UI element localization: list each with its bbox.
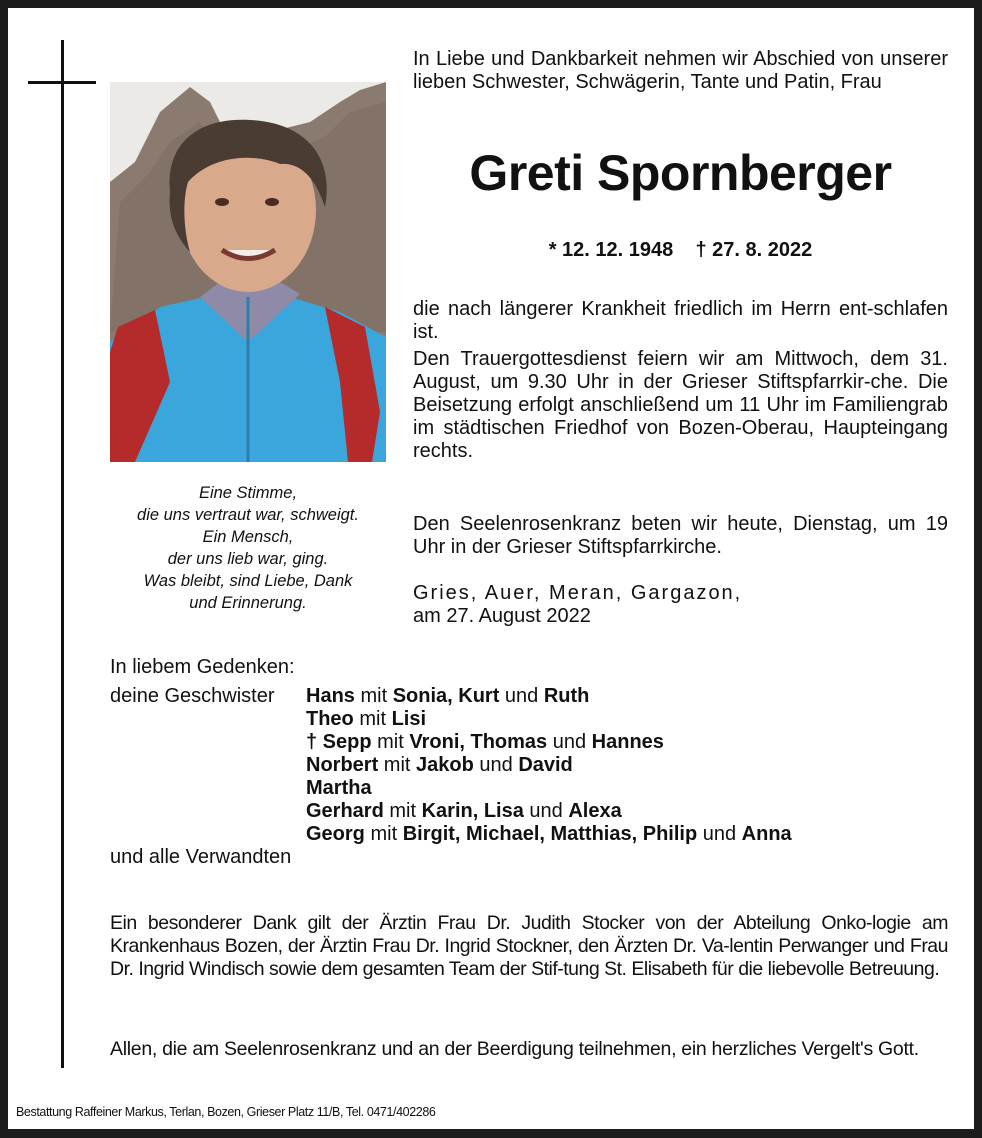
family-row [110,731,792,754]
paragraph-rosary: Den Seelenrosenkranz beten wir heute, Dienstag, um 19 Uhr in der Grieser Stiftspfarrkirche. [413,513,948,558]
portrait-photo [110,82,386,462]
family-name: Anna [741,823,792,845]
paragraph-passing: die nach längerer Krankheit friedlich im Herrn ent-schlafen ist. [413,298,948,343]
date-line: am 27. August 2022 [413,605,591,627]
obituary-page [8,8,974,1129]
family-name: Karin, Lisa [421,800,524,822]
birth-date: * 12. 12. 1948 [548,239,674,261]
cross-icon-vertical [61,40,64,1068]
family-row [110,754,792,777]
family-name: David [518,754,573,776]
family-name: Vroni, Thomas [409,731,548,753]
family-row [110,823,792,846]
life-dates [413,239,948,262]
verse-line: Ein Mensch, [202,528,294,546]
verse-line: und Erinnerung. [189,594,307,612]
family-lead: deine Geschwister [110,685,275,707]
portrait-illustration [110,82,386,462]
family-connector: mit [353,708,392,730]
family-name: Birgit, Michael, Matthias, Philip [402,823,698,845]
deceased-name: Greti Spornberger [469,145,892,201]
family-name: Hans [306,685,355,707]
family-name: Sonia, Kurt [392,685,500,707]
funeral-home-footer: Bestattung Raffeiner Markus, Terlan, Bozen, Grieser Platz 11/B, Tel. 0471/402286 [16,1105,436,1119]
family-name: Martha [306,777,372,799]
family-row [110,708,792,731]
family-connector: mit [378,754,417,776]
family-row [110,777,792,800]
family-name: Alexa [568,800,622,822]
family-connector: mit [364,823,403,845]
place-date [413,582,948,628]
thanks-paragraph: Ein besonderer Dank gilt der Ärztin Frau Dr. Judith Stocker von der Abteilung Onko-logie am Krankenhaus Bozen, der Ärztin Frau Dr. Ingrid Stockner, den Ärzten Dr. Va-lentin Perwanger und Frau Dr. Ingrid Windisch sowie dem gesamten Team der Stif-tung St. Elisabeth für die liebevolle Betreuung. [110,912,948,980]
death-date: † 27. 8. 2022 [695,239,813,261]
family-connector: und [547,731,592,753]
family-name: Jakob [416,754,474,776]
family-connector: mit [383,800,422,822]
family-row [110,800,792,823]
family-row [110,685,792,708]
family-name: Hannes [591,731,664,753]
family-name: Theo [306,708,354,730]
verse-line: die uns vertraut war, schweigt. [137,506,359,524]
paragraph-funeral: Den Trauergottesdienst feiern wir am Mittwoch, dem 31. August, um 9.30 Uhr in der Grieser Stiftspfarrkir-che. Die Beisetzung erfolgt anschließend um 11 Uhr im Familiengrab im städtischen Friedhof von Bozen-Oberau, Haupteingang rechts. [413,348,948,462]
family-name: Lisi [391,708,427,730]
place-line: Gries, Auer, Meran, Gargazon, [413,582,743,604]
family-name: † Sepp [306,731,372,753]
verse-line: Eine Stimme, [198,484,298,502]
memory-heading: In liebem Gedenken: [110,656,295,678]
family-connector: und [473,754,519,776]
family-connector: mit [354,685,393,707]
family-connector: und [499,685,544,707]
cross-icon-horizontal [28,81,96,84]
family-connector: und [697,823,742,845]
family-connector: mit [371,731,410,753]
verse-line: der uns lieb war, ging. [167,550,329,568]
family-name: Norbert [306,754,379,776]
closing-paragraph: Allen, die am Seelenrosenkranz und an der Beerdigung teilnehmen, ein herzliches Vergelt's Gott. [110,1038,919,1060]
family-list [110,685,792,846]
relatives-line: und alle Verwandten [110,846,292,868]
family-name: Georg [306,823,365,845]
family-connector: und [523,800,569,822]
verse [100,482,396,614]
family-name: Ruth [543,685,590,707]
verse-line: Was bleibt, sind Liebe, Dank [143,572,353,590]
family-name: Gerhard [306,800,384,822]
intro-text: In Liebe und Dankbarkeit nehmen wir Abschied von unserer lieben Schwester, Schwägerin, Tante und Patin, Frau [413,48,948,93]
